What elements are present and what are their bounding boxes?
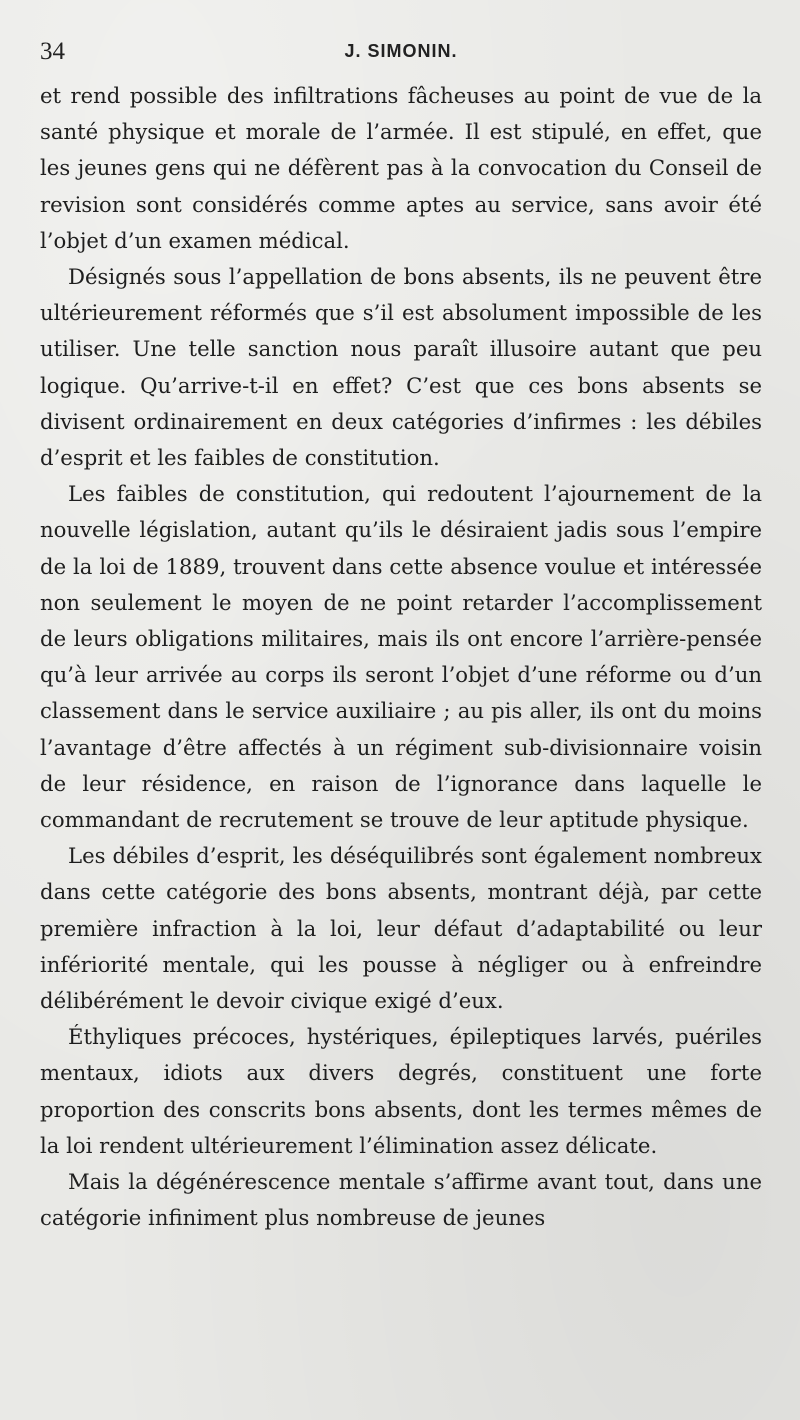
paragraph: Mais la dégénérescence mentale s’affirme avant tout, dans une catégorie infiniment plus nombreuse de jeunes [40,1169,762,1231]
paragraph: Les débiles d’esprit, les déséquilibrés sont également nombreux dans cette catégorie des bons absents, montrant déjà, par cette première infraction à la loi, leur défaut d’adaptabilité ou leur infériorité mentale, qui les pousse à négliger ou à enfreindre délibérément le devoir civique exigé d’eux. [40,843,762,1014]
body-text [40,78,762,1237]
paragraph: Éthyliques précoces, hystériques, épileptiques larvés, puériles mentaux, idiots aux divers degrés, constituent une forte proportion des conscrits bons absents, dont les termes mêmes de la loi rendent ultérieurement l’élimination assez délicate. [40,1024,762,1158]
paragraph: Désignés sous l’appellation de bons absents, ils ne peuvent être ultérieurement réformés que s’il est absolument impossible de les utiliser. Une telle sanction nous paraît illusoire autant que peu logique. Qu’arrive-t-il en effet? C’est que ces bons absents se divisent ordinairement en deux catégories d’infirmes : les débiles d’esprit et les faibles de constitution. [40,264,762,471]
page-header [40,38,762,72]
page-number: 34 [40,38,65,65]
running-head: J. SIMONIN. [344,41,458,61]
paragraph: et rend possible des infiltrations fâcheuses au point de vue de la santé physique et morale de l’armée. Il est stipulé, en effet, que les jeunes gens qui ne défèrent pas à la convocation du Conseil de revision sont considérés comme aptes au service, sans avoir été l’objet d’un examen médical. [40,83,762,253]
paragraph: Les faibles de constitution, qui redoutent l’ajournement de la nouvelle législation, autant qu’ils le désiraient jadis sous l’empire de la loi de 1889, trouvent dans cette absence voulue et intéressée non seulement le moyen de ne point retarder l’accomplissement de leurs obligations militaires, mais ils ont encore l’arrière-pensée qu’à leur arrivée au corps ils seront l’objet d’une réforme ou d’un classement dans le service auxiliaire ; au pis aller, ils ont du moins l’avantage d’être affectés à un régiment sub-divisionnaire voisin de leur résidence, en raison de l’ignorance dans laquelle le commandant de recrutement se trouve de leur aptitude physique. [40,481,762,833]
